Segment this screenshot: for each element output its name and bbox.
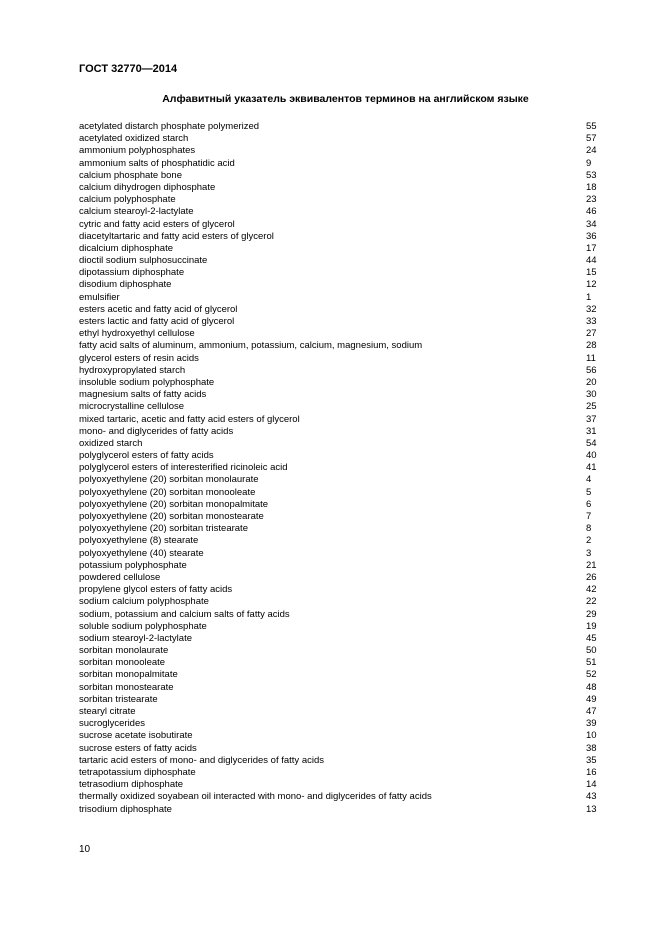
term-row bbox=[79, 511, 604, 523]
term-name: thermally oxidized soyabean oil interacted with mono- and diglycerides of fatty acids bbox=[79, 791, 432, 803]
term-row bbox=[79, 243, 604, 255]
term-name: sucroglycerides bbox=[79, 718, 145, 730]
term-row bbox=[79, 182, 604, 194]
term-row bbox=[79, 791, 604, 803]
term-row bbox=[79, 438, 604, 450]
term-row bbox=[79, 633, 604, 645]
term-row bbox=[79, 219, 604, 231]
term-number: 37 bbox=[586, 413, 597, 425]
term-number: 27 bbox=[586, 328, 597, 340]
term-row bbox=[79, 145, 604, 157]
term-number: 18 bbox=[586, 181, 597, 193]
term-number: 15 bbox=[586, 267, 597, 279]
term-number: 19 bbox=[586, 620, 597, 632]
term-number: 35 bbox=[586, 754, 597, 766]
term-name: dioctil sodium sulphosuccinate bbox=[79, 255, 208, 267]
term-number: 42 bbox=[586, 584, 597, 596]
term-name: polyoxyethylene (8) stearate bbox=[79, 535, 199, 547]
term-row bbox=[79, 377, 604, 389]
term-row bbox=[79, 401, 604, 413]
term-row bbox=[79, 450, 604, 462]
term-row bbox=[79, 389, 604, 401]
term-number: 43 bbox=[586, 791, 597, 803]
term-number: 21 bbox=[586, 559, 597, 571]
term-row bbox=[79, 804, 604, 816]
term-row bbox=[79, 474, 604, 486]
term-name: mixed tartaric, acetic and fatty acid esters of glycerol bbox=[79, 413, 300, 425]
term-name: polyglycerol esters of interesterified ricinoleic acid bbox=[79, 462, 288, 474]
term-row bbox=[79, 462, 604, 474]
term-row bbox=[79, 621, 604, 633]
term-number: 20 bbox=[586, 376, 597, 388]
term-name: cytric and fatty acid esters of glycerol bbox=[79, 218, 235, 230]
term-row bbox=[79, 231, 604, 243]
term-number: 39 bbox=[586, 718, 597, 730]
term-name: sodium, potassium and calcium salts of fatty acids bbox=[79, 608, 290, 620]
term-number: 51 bbox=[586, 657, 597, 669]
term-number: 50 bbox=[586, 645, 597, 657]
term-row bbox=[79, 694, 604, 706]
term-number: 40 bbox=[586, 450, 597, 462]
term-row bbox=[79, 279, 604, 291]
term-number: 53 bbox=[586, 169, 597, 181]
term-number: 48 bbox=[586, 681, 597, 693]
term-name: sorbitan monopalmitate bbox=[79, 669, 178, 681]
term-row bbox=[79, 730, 604, 742]
term-number: 28 bbox=[586, 340, 597, 352]
term-name: magnesium salts of fatty acids bbox=[79, 389, 207, 401]
term-number: 12 bbox=[586, 279, 597, 291]
term-row bbox=[79, 353, 604, 365]
term-name: emulsifier bbox=[79, 291, 120, 303]
term-name: soluble sodium polyphosphate bbox=[79, 620, 207, 632]
term-row bbox=[79, 121, 604, 133]
term-row bbox=[79, 255, 604, 267]
term-name: calcium dihydrogen diphosphate bbox=[79, 181, 216, 193]
term-number: 55 bbox=[586, 121, 597, 132]
term-number: 4 bbox=[586, 474, 592, 486]
term-row bbox=[79, 572, 604, 584]
term-name: dipotassium diphosphate bbox=[79, 267, 185, 279]
term-name: sorbitan monostearate bbox=[79, 681, 174, 693]
term-name: calcium polyphosphate bbox=[79, 194, 176, 206]
term-row bbox=[79, 584, 604, 596]
term-row bbox=[79, 267, 604, 279]
term-name: calcium phosphate bone bbox=[79, 169, 182, 181]
term-row bbox=[79, 669, 604, 681]
term-number: 8 bbox=[586, 523, 592, 535]
term-number: 57 bbox=[586, 133, 597, 145]
term-number: 47 bbox=[586, 706, 597, 717]
term-number: 34 bbox=[586, 218, 597, 230]
term-name: polyglycerol esters of fatty acids bbox=[79, 450, 214, 462]
term-number: 22 bbox=[586, 596, 597, 608]
term-name: stearyl citrate bbox=[79, 706, 136, 717]
term-row bbox=[79, 426, 604, 438]
term-name: trisodium diphosphate bbox=[79, 803, 172, 815]
term-number: 16 bbox=[586, 766, 597, 778]
term-name: polyoxyethylene (20) sorbitan monopalmitate bbox=[79, 498, 269, 510]
term-number: 24 bbox=[586, 145, 597, 157]
term-row bbox=[79, 535, 604, 547]
term-name: disodium diphosphate bbox=[79, 279, 172, 291]
term-name: fatty acid salts of aluminum, ammonium, potassium, calcium, magnesium, sodium bbox=[79, 340, 423, 352]
term-name: polyoxyethylene (20) sorbitan monolaurate bbox=[79, 474, 259, 486]
term-row bbox=[79, 292, 604, 304]
term-name: hydroxypropylated starch bbox=[79, 364, 186, 376]
term-name: sodium calcium polyphosphate bbox=[79, 596, 209, 608]
term-row bbox=[79, 206, 604, 218]
term-row bbox=[79, 645, 604, 657]
term-name: acetylated oxidized starch bbox=[79, 133, 189, 145]
term-number: 7 bbox=[586, 511, 592, 522]
term-number: 14 bbox=[586, 779, 597, 791]
term-name: oxidized starch bbox=[79, 437, 143, 449]
term-row bbox=[79, 682, 604, 694]
term-number: 30 bbox=[586, 389, 597, 401]
term-name: sorbitan monolaurate bbox=[79, 645, 169, 657]
term-number: 45 bbox=[586, 632, 597, 644]
term-number: 13 bbox=[586, 803, 597, 815]
term-row bbox=[79, 755, 604, 767]
term-number: 31 bbox=[586, 425, 597, 437]
term-name: dicalcium diphosphate bbox=[79, 242, 174, 254]
term-name: sucrose esters of fatty acids bbox=[79, 742, 197, 754]
term-number: 17 bbox=[586, 242, 597, 254]
term-row bbox=[79, 718, 604, 730]
term-name: polyoxyethylene (40) stearate bbox=[79, 547, 204, 559]
term-row bbox=[79, 499, 604, 511]
term-name: potassium polyphosphate bbox=[79, 559, 187, 571]
term-name: microcrystalline cellulose bbox=[79, 401, 185, 413]
term-row bbox=[79, 304, 604, 316]
term-number: 5 bbox=[586, 486, 592, 498]
term-name: ammonium polyphosphates bbox=[79, 145, 196, 157]
term-name: diacetyltartaric and fatty acid esters of glycerol bbox=[79, 230, 274, 242]
term-name: polyoxyethylene (20) sorbitan monooleate bbox=[79, 486, 256, 498]
term-name: polyoxyethylene (20) sorbitan monostearate bbox=[79, 511, 264, 522]
term-row bbox=[79, 609, 604, 621]
term-row bbox=[79, 548, 604, 560]
term-row bbox=[79, 706, 604, 718]
term-name: sorbitan tristearate bbox=[79, 693, 158, 705]
term-index-list bbox=[79, 121, 604, 816]
term-row bbox=[79, 779, 604, 791]
term-number: 26 bbox=[586, 571, 597, 583]
term-number: 29 bbox=[586, 608, 597, 620]
term-name: calcium stearoyl-2-lactylate bbox=[79, 206, 194, 218]
term-row bbox=[79, 340, 604, 352]
page-number: 10 bbox=[79, 844, 91, 855]
term-number: 44 bbox=[586, 255, 597, 267]
term-number: 1 bbox=[586, 291, 592, 303]
term-number: 25 bbox=[586, 401, 597, 413]
term-name: ethyl hydroxyethyl cellulose bbox=[79, 328, 195, 340]
term-row bbox=[79, 487, 604, 499]
term-number: 46 bbox=[586, 206, 597, 218]
term-number: 6 bbox=[586, 498, 592, 510]
term-name: glycerol esters of resin acids bbox=[79, 352, 199, 364]
term-row bbox=[79, 596, 604, 608]
term-name: tetrapotassium diphosphate bbox=[79, 766, 196, 778]
term-number: 38 bbox=[586, 742, 597, 754]
term-name: powdered cellulose bbox=[79, 571, 161, 583]
term-row bbox=[79, 365, 604, 377]
term-row bbox=[79, 414, 604, 426]
term-name: insoluble sodium polyphosphate bbox=[79, 376, 215, 388]
term-number: 32 bbox=[586, 303, 597, 315]
term-number: 33 bbox=[586, 316, 597, 327]
term-name: acetylated distarch phosphate polymerized bbox=[79, 121, 260, 132]
term-row bbox=[79, 523, 604, 535]
term-row bbox=[79, 743, 604, 755]
term-row bbox=[79, 158, 604, 170]
term-number: 52 bbox=[586, 669, 597, 681]
term-name: tetrasodium diphosphate bbox=[79, 779, 184, 791]
document-code: ГОСТ 32770—2014 bbox=[79, 63, 178, 75]
term-number: 49 bbox=[586, 693, 597, 705]
term-number: 54 bbox=[586, 437, 597, 449]
term-row bbox=[79, 133, 604, 145]
term-row bbox=[79, 767, 604, 779]
term-name: mono- and diglycerides of fatty acids bbox=[79, 425, 234, 437]
term-name: sucrose acetate isobutirate bbox=[79, 730, 193, 742]
term-number: 3 bbox=[586, 547, 592, 559]
term-name: sodium stearoyl-2-lactylate bbox=[79, 632, 192, 644]
term-row bbox=[79, 316, 604, 328]
term-number: 9 bbox=[586, 157, 592, 169]
term-number: 36 bbox=[586, 230, 597, 242]
term-row bbox=[79, 328, 604, 340]
term-number: 11 bbox=[586, 352, 596, 364]
term-name: ammonium salts of phosphatidic acid bbox=[79, 157, 235, 169]
term-name: polyoxyethylene (20) sorbitan tristearate bbox=[79, 523, 248, 535]
term-row bbox=[79, 657, 604, 669]
term-number: 2 bbox=[586, 535, 592, 547]
term-name: propylene glycol esters of fatty acids bbox=[79, 584, 233, 596]
term-row bbox=[79, 194, 604, 206]
term-name: esters lactic and fatty acid of glycerol bbox=[79, 316, 235, 327]
term-row bbox=[79, 560, 604, 572]
term-number: 41 bbox=[586, 462, 597, 474]
term-number: 56 bbox=[586, 364, 597, 376]
term-number: 10 bbox=[586, 730, 597, 742]
section-title: Алфавитный указатель эквивалентов терминов на английском языке bbox=[162, 93, 529, 105]
term-row bbox=[79, 170, 604, 182]
term-name: tartaric acid esters of mono- and diglycerides of fatty acids bbox=[79, 754, 325, 766]
term-name: sorbitan monooleate bbox=[79, 657, 166, 669]
term-number: 23 bbox=[586, 194, 597, 206]
term-name: esters acetic and fatty acid of glycerol bbox=[79, 303, 238, 315]
